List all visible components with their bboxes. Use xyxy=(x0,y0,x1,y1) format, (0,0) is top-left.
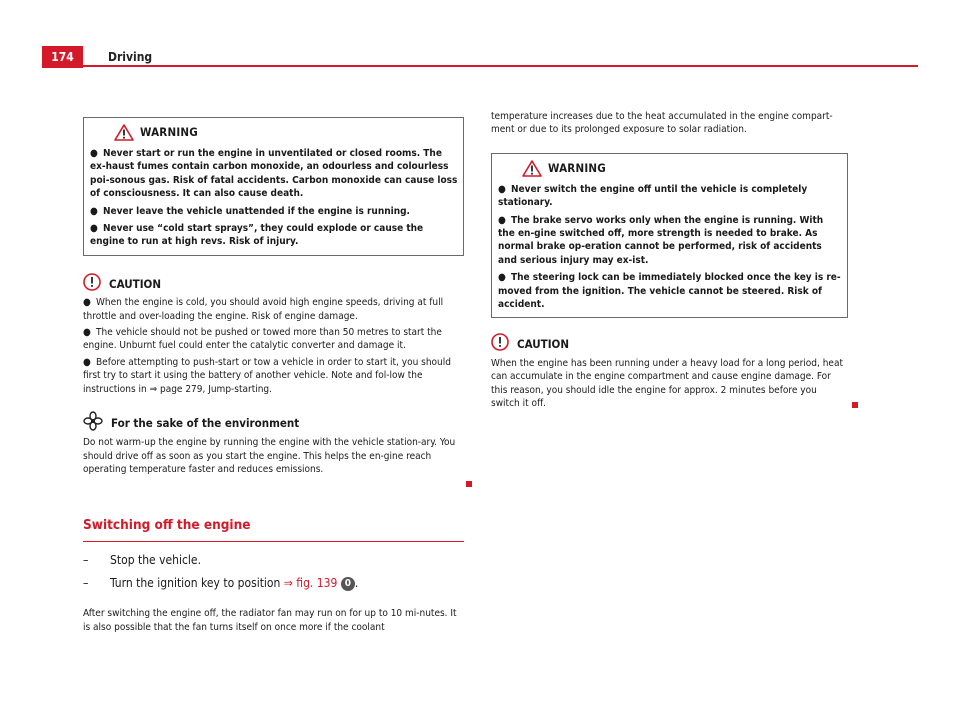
section-title: Driving xyxy=(108,50,153,64)
caution-header xyxy=(83,272,464,291)
body-paragraph: After switching the engine off, the radiator fan may run on for up to 10 mi-nutes. It is also possible that the fan turns itself on once more if the coolant xyxy=(83,608,457,633)
warning-item: ● Never switch the engine off until the vehicle is completely stationary. xyxy=(498,183,808,209)
warning-label: WARNING xyxy=(140,124,198,139)
warning-label: WARNING xyxy=(548,160,606,175)
warning-triangle-icon xyxy=(522,160,542,177)
continued-paragraph: temperature increases due to the heat accumulated in the engine compart-ment or due to its prolonged exposure to solar radiation. xyxy=(491,111,833,136)
end-of-section-marker xyxy=(852,402,858,408)
warning-box xyxy=(83,117,464,256)
environment-header xyxy=(83,411,464,431)
environment-flower-icon xyxy=(83,411,103,431)
caution-item: ● The vehicle should not be pushed or towed more than 50 metres to start the engine. Unburnt fuel could enter the catalytic converter and damage it. xyxy=(83,327,442,352)
warning-header xyxy=(522,160,842,177)
warning-item: ● The brake servo works only when the engine is running. With the en-gine switched off, more strength is needed to brake. As normal brake op-eration cannot be performed, risk of accidents and serious injury may ex-ist. xyxy=(498,214,824,266)
environment-label: For the sake of the environment xyxy=(111,416,300,431)
warning-item: ● Never leave the vehicle unattended if the engine is running. xyxy=(90,205,410,217)
caution-item: ● Before attempting to push-start or tow a vehicle in order to start it, you should first try to start it using the battery of another vehicle. Note and fol-low the instructions in ⇒ page 279, Jump-starting. xyxy=(83,356,451,395)
caution-item: ● When the engine is cold, you should avoid high engine speeds, driving at full throttle and over-loading the engine. Risk of engine damage. xyxy=(83,297,444,322)
warning-header xyxy=(114,124,458,141)
end-of-section-marker xyxy=(466,481,472,487)
page-number: 174 xyxy=(42,46,83,68)
caution-header xyxy=(491,332,848,351)
page-header xyxy=(42,46,918,68)
step-item: – Stop the vehicle. xyxy=(83,552,202,567)
caution-circle-icon xyxy=(83,273,101,291)
warning-item: ● Never use “cold start sprays”, they could explode or cause the engine to run at high revs. Risk of injury. xyxy=(90,223,424,248)
caution-label: CAUTION xyxy=(517,337,570,352)
warning-item: ● Never start or run the engine in unventilated or closed rooms. The ex-haust fumes contain carbon monoxide, an odourless and colourless poi-sonous gas. Risk of fatal accidents. Carbon monoxide can cause loss of consciousness. It can also cause death. xyxy=(90,148,458,200)
caution-label: CAUTION xyxy=(109,276,162,291)
figure-reference-link[interactable]: ⇒ fig. 139 xyxy=(283,576,338,591)
warning-triangle-icon xyxy=(114,124,134,141)
header-rule xyxy=(83,65,918,67)
caution-text: When the engine has been running under a heavy load for a long period, heat can accumulate in the engine compartment and cause engine damage. For this reason, you should idle the engine for approx. 2 minutes before you switch it off. xyxy=(491,357,848,411)
sub-heading: Switching off the engine xyxy=(83,517,251,534)
step-item: – Turn the ignition key to position ⇒ fig. 139 0 . xyxy=(83,576,359,591)
left-column xyxy=(83,117,464,637)
right-column xyxy=(491,110,848,414)
key-position-badge: 0 xyxy=(341,577,355,591)
warning-item: ● The steering lock can be immediately blocked once the key is re-moved from the ignition. The vehicle cannot be steered. Risk of accident. xyxy=(498,272,841,311)
warning-box xyxy=(491,153,848,319)
environment-text: Do not warm-up the engine by running the engine with the vehicle station-ary. You should drive off as soon as you start the engine. This helps the en-gine reach operating temperature faster and reduces emissions. xyxy=(83,436,464,476)
caution-circle-icon xyxy=(491,333,509,351)
